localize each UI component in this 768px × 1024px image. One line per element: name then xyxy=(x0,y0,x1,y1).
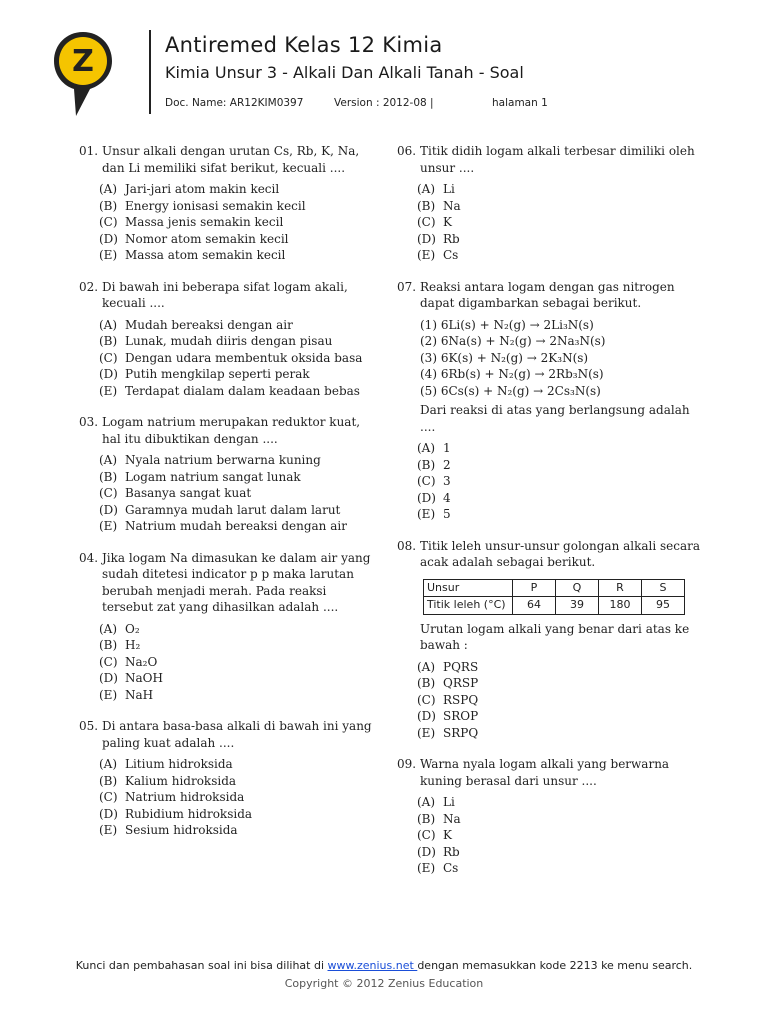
option-label: (B) xyxy=(417,198,436,213)
table-cell: 95 xyxy=(642,597,685,615)
header-divider xyxy=(149,30,151,114)
option-b xyxy=(417,457,707,474)
question-text: Unsur alkali dengan urutan Cs, Rb, K, Na, dan Li memiliki sifat berikut, kecuali .... xyxy=(102,144,360,175)
option-label: (A) xyxy=(99,757,118,771)
right-column xyxy=(397,143,707,892)
option-text: NaOH xyxy=(125,671,163,685)
option-c xyxy=(99,350,379,367)
option-text: Li xyxy=(443,182,455,196)
options xyxy=(99,621,379,704)
option-d xyxy=(417,708,707,725)
options xyxy=(99,181,379,264)
options xyxy=(417,659,707,742)
question-number: 05. xyxy=(79,719,99,733)
page-subtitle: Kimia Unsur 3 - Alkali Dan Alkali Tanah - Soal xyxy=(165,63,524,82)
logo-letter: Z xyxy=(72,44,94,79)
zenius-link[interactable]: www.zenius.net xyxy=(327,959,418,972)
option-c xyxy=(99,654,379,671)
option-text: 1 xyxy=(443,441,451,455)
option-a xyxy=(99,452,379,469)
option-c xyxy=(417,827,707,844)
option-label: (B) xyxy=(99,334,118,348)
option-text: Mudah bereaksi dengan air xyxy=(125,317,293,332)
option-label: (C) xyxy=(99,215,118,229)
options xyxy=(417,440,707,523)
option-label: (E) xyxy=(99,519,118,533)
option-d xyxy=(417,844,707,861)
zenius-logo xyxy=(52,30,114,120)
option-e xyxy=(99,822,379,839)
option-text: Lunak, mudah diiris dengan pisau xyxy=(125,334,333,348)
option-text: H₂ xyxy=(125,638,141,652)
option-text: Logam natrium sangat lunak xyxy=(125,469,301,484)
option-text: 2 xyxy=(443,457,451,472)
question-05 xyxy=(79,718,379,839)
page-number: halaman 1 xyxy=(492,97,548,109)
option-label: (D) xyxy=(417,231,436,246)
table-cell: P xyxy=(513,579,556,597)
option-e xyxy=(99,247,379,264)
option-text: 3 xyxy=(443,474,451,488)
question-07 xyxy=(397,279,707,523)
question-text: Warna nyala logam alkali yang berwarna kuning berasal dari unsur .... xyxy=(420,757,670,788)
option-label: (E) xyxy=(99,823,118,837)
option-b xyxy=(417,811,707,828)
options xyxy=(99,317,379,400)
question-06 xyxy=(397,143,707,264)
left-column xyxy=(79,143,379,854)
question-number: 03. xyxy=(79,415,99,429)
option-a xyxy=(99,756,379,773)
question-text: Jika logam Na dimasukan ke dalam air yang sudah ditetesi indicator p p maka larutan berubah menjadi merah. Pada reaksi tersebut zat yang dihasilkan adalah .... xyxy=(102,550,371,614)
option-b xyxy=(417,675,707,692)
option-label: (A) xyxy=(417,182,436,196)
option-text: PQRS xyxy=(443,659,479,674)
option-text: Kalium hidroksida xyxy=(125,773,237,788)
option-label: (E) xyxy=(99,383,118,398)
question-subtext: Dari reaksi di atas yang berlangsung adalah .... xyxy=(420,403,690,434)
option-text: NaH xyxy=(125,687,154,702)
options xyxy=(99,452,379,535)
option-label: (B) xyxy=(417,676,436,690)
option-label: (C) xyxy=(99,486,118,500)
reaction-3: (3) 6K(s) + N₂(g) → 2K₃N(s) xyxy=(420,350,589,365)
option-c xyxy=(99,485,379,502)
option-text: 5 xyxy=(443,507,451,521)
reaction-1: (1) 6Li(s) + N₂(g) → 2Li₃N(s) xyxy=(420,317,594,332)
option-text: K xyxy=(443,828,452,842)
option-text: Li xyxy=(443,795,455,809)
option-label: (A) xyxy=(99,453,118,467)
table-cell: S xyxy=(642,579,685,597)
option-label: (C) xyxy=(417,692,436,707)
option-label: (A) xyxy=(99,621,118,636)
option-text: Na xyxy=(443,811,461,826)
reaction-5: (5) 6Cs(s) + N₂(g) → 2Cs₃N(s) xyxy=(420,383,601,398)
option-label: (E) xyxy=(417,861,436,875)
option-label: (E) xyxy=(99,687,118,702)
option-a xyxy=(99,181,379,198)
option-label: (C) xyxy=(417,215,436,229)
question-08 xyxy=(397,538,707,742)
question-text: Reaksi antara logam dengan gas nitrogen dapat digambarkan sebagai berikut. xyxy=(420,279,675,310)
option-d xyxy=(99,806,379,823)
option-d xyxy=(99,366,379,383)
option-a xyxy=(99,621,379,638)
option-label: (B) xyxy=(417,457,436,472)
option-text: Natrium hidroksida xyxy=(125,790,245,804)
option-label: (D) xyxy=(417,709,436,723)
question-text: Di antara basa-basa alkali di bawah ini yang paling kuat adalah .... xyxy=(102,719,372,750)
reaction-4: (4) 6Rb(s) + N₂(g) → 2Rb₃N(s) xyxy=(420,367,604,381)
option-label: (D) xyxy=(99,806,118,821)
option-text: Garamnya mudah larut dalam larut xyxy=(125,502,341,517)
option-b xyxy=(417,198,707,215)
option-c xyxy=(417,692,707,709)
option-d xyxy=(99,502,379,519)
question-number: 08. xyxy=(397,538,417,553)
question-number: 01. xyxy=(79,144,99,158)
option-text: Terdapat dialam dalam keadaan bebas xyxy=(125,383,360,398)
option-label: (D) xyxy=(417,490,436,505)
option-text: Cs xyxy=(443,248,459,262)
question-number: 02. xyxy=(79,279,99,294)
option-text: K xyxy=(443,215,452,229)
option-label: (C) xyxy=(417,474,436,488)
table-row xyxy=(424,597,685,615)
table-cell: R xyxy=(599,579,642,597)
option-text: Litium hidroksida xyxy=(125,757,233,771)
option-e xyxy=(99,518,379,535)
table-cell: 64 xyxy=(513,597,556,615)
doc-version: Version : 2012-08 | xyxy=(334,97,434,109)
option-label: (A) xyxy=(99,317,118,332)
option-c xyxy=(99,789,379,806)
option-label: (E) xyxy=(417,507,436,521)
option-b xyxy=(99,469,379,486)
option-label: (E) xyxy=(99,248,118,262)
option-b xyxy=(99,198,379,215)
option-label: (C) xyxy=(99,790,118,804)
option-text: Na₂O xyxy=(125,654,158,669)
option-label: (B) xyxy=(417,811,436,826)
option-c xyxy=(99,214,379,231)
options xyxy=(99,756,379,839)
table-cell: Titik leleh (°C) xyxy=(424,597,513,615)
option-label: (D) xyxy=(99,671,118,685)
question-text: Logam natrium merupakan reduktor kuat, hal itu dibuktikan dengan .... xyxy=(102,415,361,446)
question-number: 07. xyxy=(397,279,417,294)
option-text: Massa atom semakin kecil xyxy=(125,248,286,262)
option-b xyxy=(99,637,379,654)
option-text: 4 xyxy=(443,490,451,505)
option-text: Natrium mudah bereaksi dengan air xyxy=(125,519,347,533)
table-cell: Q xyxy=(556,579,599,597)
option-text: Rubidium hidroksida xyxy=(125,806,253,821)
question-subtext: Urutan logam alkali yang benar dari atas ke bawah : xyxy=(420,621,690,652)
footer-text-post: dengan memasukkan kode 2213 ke menu search. xyxy=(417,959,693,972)
question-01 xyxy=(79,143,379,264)
option-d xyxy=(417,490,707,507)
option-a xyxy=(99,317,379,334)
options xyxy=(417,794,707,877)
option-d xyxy=(99,670,379,687)
table-header-row xyxy=(424,579,685,597)
question-text: Titik leleh unsur-unsur golongan alkali secara acak adalah sebagai berikut. xyxy=(420,538,701,569)
options xyxy=(417,181,707,264)
option-e xyxy=(99,383,379,400)
option-e xyxy=(417,247,707,264)
option-d xyxy=(417,231,707,248)
option-e xyxy=(417,725,707,742)
reaction-2: (2) 6Na(s) + N₂(g) → 2Na₃N(s) xyxy=(420,334,606,348)
option-text: RSPQ xyxy=(443,692,479,707)
table-cell: Unsur xyxy=(424,579,513,597)
option-a xyxy=(417,181,707,198)
page-title: Antiremed Kelas 12 Kimia xyxy=(165,33,443,57)
option-label: (B) xyxy=(99,469,118,484)
option-label: (C) xyxy=(99,654,118,669)
option-text: Sesium hidroksida xyxy=(125,823,238,837)
option-label: (C) xyxy=(99,350,118,365)
option-text: Na xyxy=(443,198,461,213)
option-text: Nyala natrium berwarna kuning xyxy=(125,453,321,467)
option-text: Rb xyxy=(443,844,460,859)
option-text: Dengan udara membentuk oksida basa xyxy=(125,350,363,365)
option-a xyxy=(417,659,707,676)
option-label: (E) xyxy=(417,725,436,740)
option-c xyxy=(417,473,707,490)
option-label: (D) xyxy=(99,502,118,517)
option-text: Jari-jari atom makin kecil xyxy=(125,182,280,196)
question-text: Di bawah ini beberapa sifat logam akali, kecuali .... xyxy=(102,279,348,310)
option-label: (A) xyxy=(99,182,118,196)
option-label: (A) xyxy=(417,795,436,809)
question-02 xyxy=(79,279,379,400)
option-text: Massa jenis semakin kecil xyxy=(125,215,284,229)
doc-name: Doc. Name: AR12KIM0397 xyxy=(165,97,304,109)
option-label: (D) xyxy=(417,844,436,859)
question-number: 09. xyxy=(397,757,417,771)
option-e xyxy=(99,687,379,704)
reaction-list xyxy=(420,317,707,400)
option-text: SROP xyxy=(443,709,479,723)
option-label: (B) xyxy=(99,198,118,213)
option-text: QRSP xyxy=(443,676,479,690)
option-d xyxy=(99,231,379,248)
option-text: O₂ xyxy=(125,621,140,636)
copyright: Copyright © 2012 Zenius Education xyxy=(284,977,484,990)
option-text: Cs xyxy=(443,861,459,875)
option-text: Basanya sangat kuat xyxy=(125,486,252,500)
option-b xyxy=(99,333,379,350)
option-label: (D) xyxy=(99,367,118,381)
option-label: (C) xyxy=(417,828,436,842)
option-label: (A) xyxy=(417,441,436,455)
option-e xyxy=(417,860,707,877)
option-e xyxy=(417,506,707,523)
question-09 xyxy=(397,756,707,877)
question-04 xyxy=(79,550,379,704)
option-text: Putih mengkilap seperti perak xyxy=(125,367,310,381)
option-label: (D) xyxy=(99,231,118,246)
question-03 xyxy=(79,414,379,535)
option-text: Energy ionisasi semakin kecil xyxy=(125,198,306,213)
option-label: (E) xyxy=(417,248,436,262)
option-c xyxy=(417,214,707,231)
question-number: 06. xyxy=(397,144,417,158)
option-text: Rb xyxy=(443,231,460,246)
question-text: Titik didih logam alkali terbesar dimiliki oleh unsur .... xyxy=(420,144,695,175)
footer-note xyxy=(0,959,768,972)
option-text: Nomor atom semakin kecil xyxy=(125,231,289,246)
question-number: 04. xyxy=(79,550,99,565)
option-text: SRPQ xyxy=(443,725,479,740)
option-a xyxy=(417,794,707,811)
table-cell: 39 xyxy=(556,597,599,615)
option-label: (B) xyxy=(99,638,118,652)
option-label: (B) xyxy=(99,773,118,788)
footer-text-pre: Kunci dan pembahasan soal ini bisa dilihat di xyxy=(75,959,328,972)
table-cell: 180 xyxy=(599,597,642,615)
option-b xyxy=(99,773,379,790)
option-label: (A) xyxy=(417,659,436,674)
melting-point-table xyxy=(423,579,685,615)
option-a xyxy=(417,440,707,457)
